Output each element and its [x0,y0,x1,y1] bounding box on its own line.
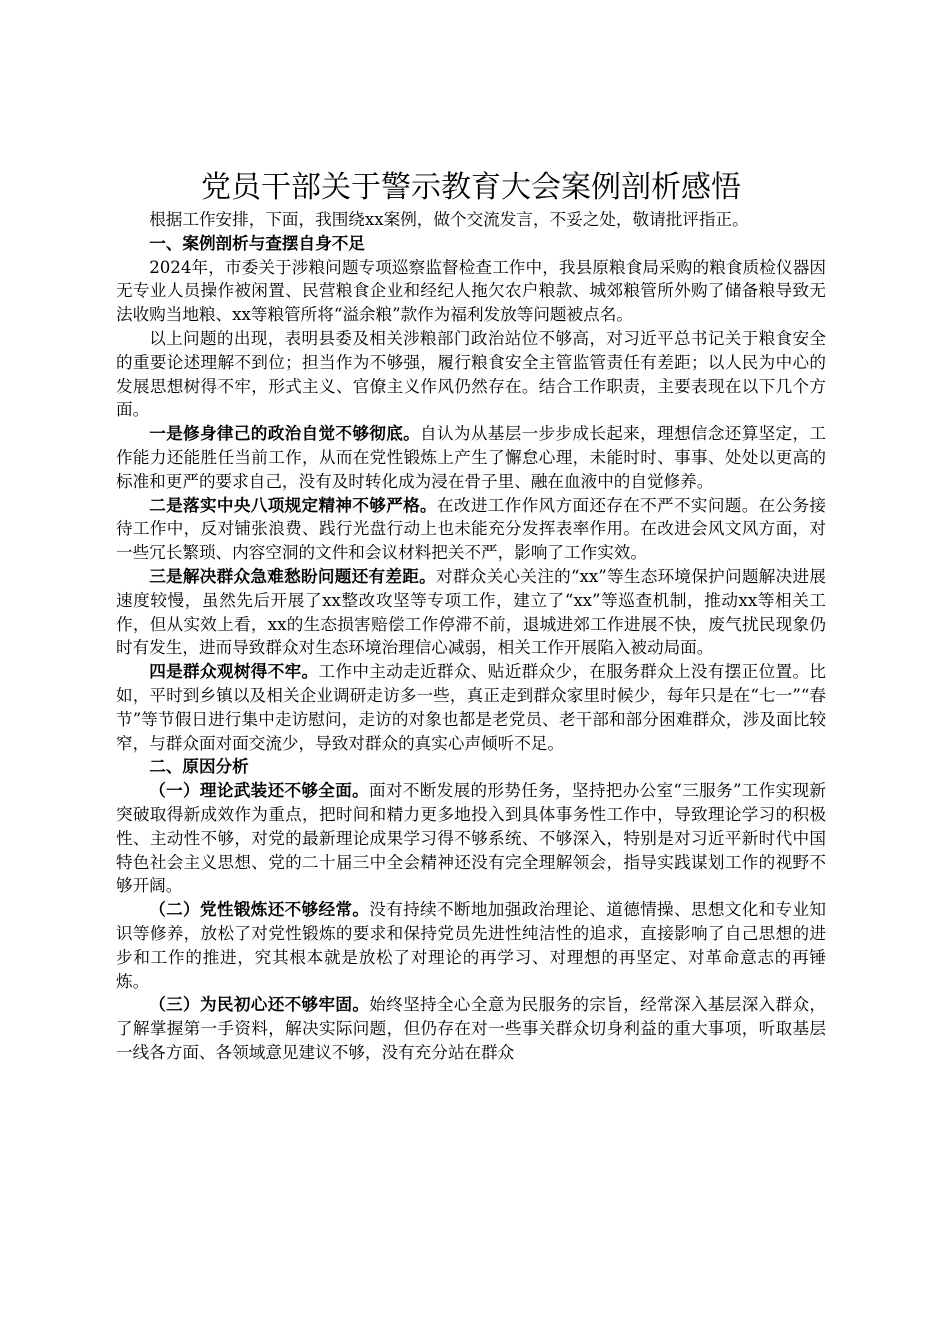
intro-paragraph: 根据工作安排，下面，我围绕xx案例，做个交流发言，不妥之处，敬请批评指正。 [149,210,749,229]
issue-text: 对群众关心关注的“xx”等生态环境保护问题解决进展速度较慢，虽然先后开展了xx整改攻坚等专项工作，建立了“xx”等巡查机制，推动xx等相关工作，但从实效上看，xx的生态损害赔偿工作停滞不前，退城进郊工作进展不快，废气扰民现象仍时有发生，进而导致群众对生态环境治理信心减弱，相关工作开展陷入被动局面。 [116,566,827,658]
issue-text: 在改进工作作风方面还存在不严不实问题。在公务接待工作中，反对铺张浪费、践行光盘行动上也未能充分发挥表率作用。在改进会风文风方面，对一些冗长繁琐、内容空洞的文件和会议材料把关不严，影响了工作实效。 [116,495,827,563]
issue-item-4 [116,660,826,755]
reason-text: 始终坚持全心全意为民服务的宗旨，经常深入基层深入群众，了解掌握第一手资料，解决实际问题，但仍存在对一些事关群众切身利益的重大事项，听取基层一线各方面、各领域意见建议不够，没有充分站在群众 [116,995,827,1062]
section-heading-2: 二、原因分析 [149,756,249,777]
reason-text: 没有持续不断地加强政治理论、道德情操、思想文化和专业知识等修养，放松了对党性锻炼的要求和保持党员先进性纯洁性的追求，直接影响了自己思想的进步和工作的推进，究其根本就是放松了对理论的再学习、对理想的再坚定、对革命意志的再锤炼。 [116,900,827,991]
reason-item-3 [116,993,826,1064]
document-page [116,168,826,1065]
issue-lead: 四是群众观树得不牢。 [149,661,319,682]
issue-text: 自认为从基层一步步成长起来，理想信念还算坚定，工作能力还能胜任当前工作，从而在党性锻炼上产生了懈怠心理，未能时时、事事、处处以更高的标准和更严的要求自己，没有及时转化成为浸在骨子里、融在血液中的自觉修养。 [116,424,826,491]
reason-item-2 [116,898,826,993]
paragraph: 2024年，市委关于涉粮问题专项巡察监督检查工作中，我县原粮食局采购的粮食质检仪器因无专业人员操作被闲置、民营粮食企业和经纪人拖欠农户粮款、城郊粮管所外购了储备粮导致无法收购当地粮、xx等粮管所将“溢余粮”款作为福利发放等问题被点名。 [116,257,826,325]
reason-lead: （二）党性锻炼还不够经常。 [149,899,370,920]
issue-text: 工作中主动走近群众、贴近群众少，在服务群众上没有摆正位置。比如，平时到乡镇以及相关企业调研走访多一些，真正走到群众家里时候少，每年只是在“七一”“春节”等节假日进行集中走访慰问，走访的对象也都是老党员、老干部和部分困难群众，涉及面比较窄，与群众面对面交流少，导致对群众的真实心声倾听不足。 [116,662,827,753]
issue-item-3 [116,565,826,660]
document-title: 党员干部关于警示教育大会案例剖析感悟 [201,170,741,205]
issue-lead: 三是解决群众急难愁盼问题还有差距。 [149,565,437,586]
issue-item-1 [116,422,826,493]
issue-item-2 [116,494,826,565]
reason-text: 面对不断发展的形势任务，坚持把办公室“三服务”工作实现新突破取得新成效作为重点，把时间和精力更多地投入到具体事务性工作中，导致理论学习的积极性、主动性不够，对党的最新理论成果学习得不够系统、不够深入，特别是对习近平新时代中国特色社会主义思想、党的二十届三中全会精神还没有完全理解领会，指导实践谋划工作的视野不够开阔。 [116,781,826,896]
issue-lead: 二是落实中央八项规定精神不够严格。 [149,494,437,515]
issue-lead: 一是修身律己的政治自觉不够彻底。 [149,423,421,444]
reason-lead: （一）理论武装还不够全面。 [149,780,370,801]
reason-lead: （三）为民初心还不够牢固。 [149,994,370,1015]
section-heading-1: 一、案例剖析与查摆自身不足 [149,232,365,253]
reason-item-1 [116,779,826,898]
paragraph: 以上问题的出现，表明县委及相关涉粮部门政治站位不够高，对习近平总书记关于粮食安全的重要论述理解不到位；担当作为不够强，履行粮食安全主管监管责任有差距；以人民为中心的发展思想树得不牢，形式主义、官僚主义作风仍然存在。结合工作职责，主要表现在以下几个方面。 [116,328,826,420]
